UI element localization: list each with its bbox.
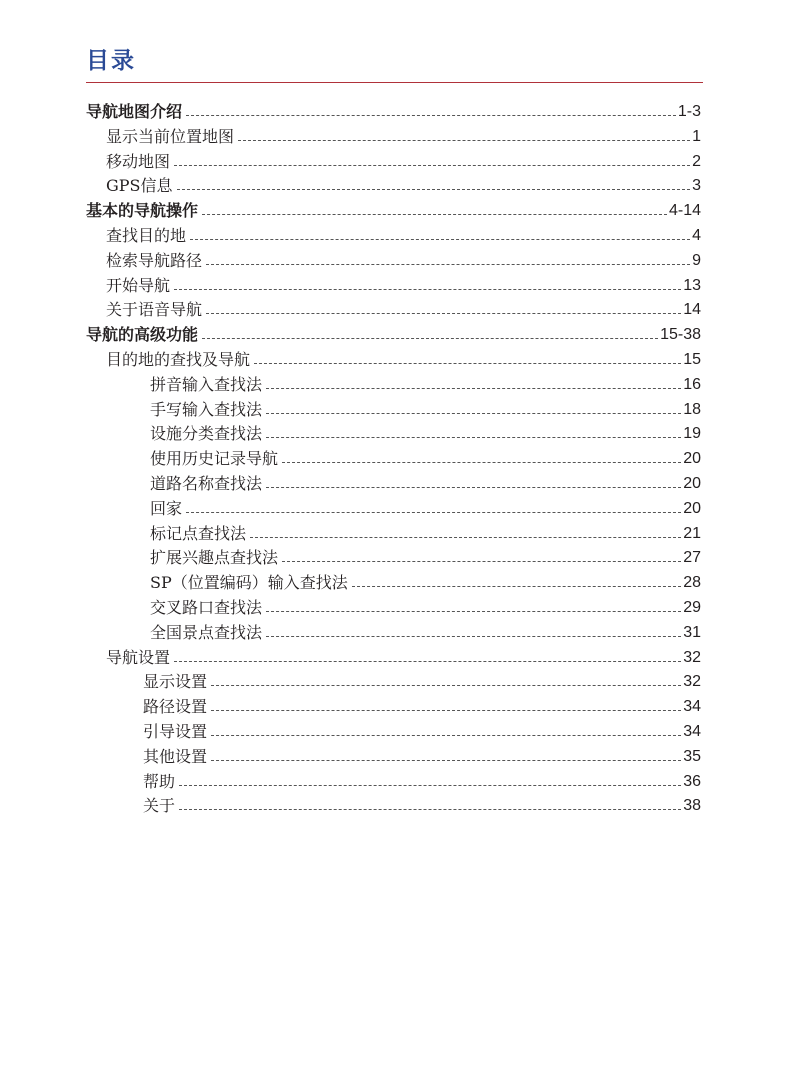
toc-entry[interactable] bbox=[106, 250, 701, 272]
toc-dot-leader bbox=[352, 586, 681, 587]
toc-entry-label: 引导设置 bbox=[143, 722, 208, 741]
toc-entry-label: 全国景点查找法 bbox=[150, 622, 263, 642]
toc-entry[interactable] bbox=[106, 151, 701, 173]
title-divider bbox=[86, 82, 703, 83]
toc-entry-page-number: 3 bbox=[692, 177, 701, 195]
toc-entry-page-number: 21 bbox=[683, 524, 701, 542]
toc-dot-leader bbox=[174, 165, 690, 166]
toc-entry[interactable] bbox=[106, 299, 701, 321]
toc-dot-leader bbox=[206, 313, 681, 314]
toc-entry-label: 路径设置 bbox=[143, 697, 208, 717]
toc-dot-leader bbox=[266, 611, 681, 612]
toc-entry-label: 设施分类查找法 bbox=[150, 424, 263, 444]
toc-entry-label: 使用历史记录导航 bbox=[150, 449, 279, 469]
toc-entry-label: 导航地图介绍 bbox=[86, 102, 183, 121]
toc-entry-page-number: 36 bbox=[683, 772, 701, 790]
toc-entry-label: 显示设置 bbox=[143, 672, 208, 692]
page-title: 目录 bbox=[86, 48, 136, 74]
toc-entry-label: 其他设置 bbox=[143, 746, 208, 766]
toc-dot-leader bbox=[211, 760, 681, 761]
toc-entry-page-number: 31 bbox=[683, 623, 701, 641]
toc-dot-leader bbox=[238, 140, 690, 141]
toc-entry-page-number: 32 bbox=[683, 648, 701, 666]
toc-entry[interactable] bbox=[143, 795, 701, 817]
toc-entry-page-number: 19 bbox=[683, 425, 701, 443]
toc-entry[interactable] bbox=[150, 547, 701, 569]
toc-dot-leader bbox=[266, 388, 681, 389]
toc-entry-page-number: 20 bbox=[683, 450, 701, 468]
toc-entry[interactable] bbox=[143, 771, 701, 793]
toc-dot-leader bbox=[250, 537, 681, 538]
toc-entry-label: 显示当前位置地图 bbox=[106, 126, 235, 146]
toc-entry-page-number: 4-14 bbox=[668, 202, 701, 220]
toc-entry[interactable] bbox=[106, 225, 701, 247]
toc-entry-page-number: 28 bbox=[683, 574, 701, 592]
toc-entry-label: 道路名称查找法 bbox=[150, 474, 263, 493]
toc-entry-page-number: 4 bbox=[692, 227, 701, 244]
toc-entry[interactable] bbox=[86, 200, 701, 222]
toc-entry[interactable] bbox=[150, 597, 701, 619]
toc-entry[interactable] bbox=[106, 126, 701, 148]
toc-dot-leader bbox=[211, 685, 681, 686]
toc-entry-label: 检索导航路径 bbox=[106, 250, 203, 270]
toc-entry-label: 交叉路口查找法 bbox=[150, 598, 263, 617]
toc-entry-label: 基本的导航操作 bbox=[86, 201, 199, 221]
toc-entry-page-number: 13 bbox=[683, 276, 701, 294]
toc-entry-page-number: 35 bbox=[683, 747, 701, 765]
toc-entry[interactable] bbox=[143, 746, 701, 768]
toc-entry-page-number: 15 bbox=[683, 351, 701, 368]
toc-dot-leader bbox=[186, 512, 681, 513]
toc-entry[interactable] bbox=[86, 324, 701, 346]
toc-entry-label: 目的地的查找及导航 bbox=[106, 350, 251, 369]
toc-entry-page-number: 18 bbox=[683, 400, 701, 418]
toc-dot-leader bbox=[186, 115, 676, 116]
toc-dot-leader bbox=[206, 264, 690, 265]
toc-entry-label: 帮助 bbox=[143, 771, 176, 791]
toc-entry-page-number: 20 bbox=[683, 475, 701, 492]
toc-dot-leader bbox=[190, 239, 690, 240]
toc-dot-leader bbox=[179, 785, 681, 786]
toc-dot-leader bbox=[282, 462, 681, 463]
toc-entry-page-number: 14 bbox=[683, 301, 701, 319]
toc-entry-label: 标记点查找法 bbox=[150, 523, 247, 543]
toc-dot-leader bbox=[179, 809, 681, 810]
toc-entry-page-number: 1-3 bbox=[677, 103, 701, 120]
toc-entry[interactable] bbox=[106, 175, 701, 197]
toc-entry-label: 关于语音导航 bbox=[106, 300, 203, 320]
toc-entry-label: 移动地图 bbox=[106, 151, 171, 171]
toc-entry[interactable] bbox=[143, 696, 701, 718]
toc-entry[interactable] bbox=[106, 275, 701, 297]
toc-entry[interactable] bbox=[86, 101, 701, 123]
toc-entry-label: 回家 bbox=[150, 498, 183, 518]
toc-entry[interactable] bbox=[150, 572, 701, 594]
toc-entry-label: GPS信息 bbox=[106, 176, 173, 196]
toc-entry-page-number: 2 bbox=[692, 152, 701, 170]
toc-entry-label: 查找目的地 bbox=[106, 226, 187, 245]
toc-dot-leader bbox=[266, 636, 681, 637]
toc-entry[interactable] bbox=[150, 399, 701, 421]
toc-dot-leader bbox=[174, 289, 681, 290]
toc-entry-page-number: 38 bbox=[683, 797, 701, 815]
toc-entry[interactable] bbox=[150, 523, 701, 545]
toc-entry[interactable] bbox=[106, 647, 701, 669]
toc-entry[interactable] bbox=[150, 622, 701, 644]
toc-entry[interactable] bbox=[143, 671, 701, 693]
toc-dot-leader bbox=[266, 437, 681, 438]
toc-entry[interactable] bbox=[150, 374, 701, 396]
toc-entry-label: 拼音输入查找法 bbox=[150, 374, 263, 394]
toc-entry-label: 导航的高级功能 bbox=[86, 325, 199, 345]
toc-entry[interactable] bbox=[150, 498, 701, 520]
toc-entry-page-number: 32 bbox=[683, 673, 701, 691]
toc-dot-leader bbox=[282, 561, 681, 562]
toc-dot-leader bbox=[266, 487, 681, 488]
toc-dot-leader bbox=[254, 363, 681, 364]
toc-entry-page-number: 34 bbox=[683, 723, 701, 740]
toc-entry-label: 开始导航 bbox=[106, 275, 171, 295]
toc-entry-page-number: 9 bbox=[692, 251, 701, 269]
toc-entry-label: 手写输入查找法 bbox=[150, 399, 263, 419]
toc-entry-page-number: 34 bbox=[683, 698, 701, 716]
toc-entry-page-number: 29 bbox=[683, 599, 701, 616]
toc-entry-label: 关于 bbox=[143, 796, 176, 816]
toc-dot-leader bbox=[211, 735, 681, 736]
toc-dot-leader bbox=[202, 338, 658, 339]
toc-entry[interactable] bbox=[150, 423, 701, 445]
toc-entry-page-number: 27 bbox=[683, 549, 701, 567]
toc-entry[interactable] bbox=[143, 721, 701, 743]
toc-entry[interactable] bbox=[106, 349, 701, 371]
toc-entry-page-number: 1 bbox=[692, 127, 701, 145]
toc-entry-page-number: 15-38 bbox=[660, 326, 701, 344]
toc-entry[interactable] bbox=[150, 473, 701, 495]
toc-entry-label: 导航设置 bbox=[106, 647, 171, 667]
toc-dot-leader bbox=[174, 661, 681, 662]
toc-dot-leader bbox=[177, 189, 691, 190]
toc-dot-leader bbox=[266, 413, 681, 414]
toc-entry-label: 扩展兴趣点查找法 bbox=[150, 548, 279, 568]
toc-dot-leader bbox=[202, 214, 667, 215]
toc-entry-label: SP（位置编码）输入查找法 bbox=[150, 573, 348, 593]
toc-entry-page-number: 16 bbox=[683, 375, 701, 393]
toc-entry-page-number: 20 bbox=[683, 499, 701, 517]
toc-dot-leader bbox=[211, 710, 681, 711]
toc-entry[interactable] bbox=[150, 448, 701, 470]
